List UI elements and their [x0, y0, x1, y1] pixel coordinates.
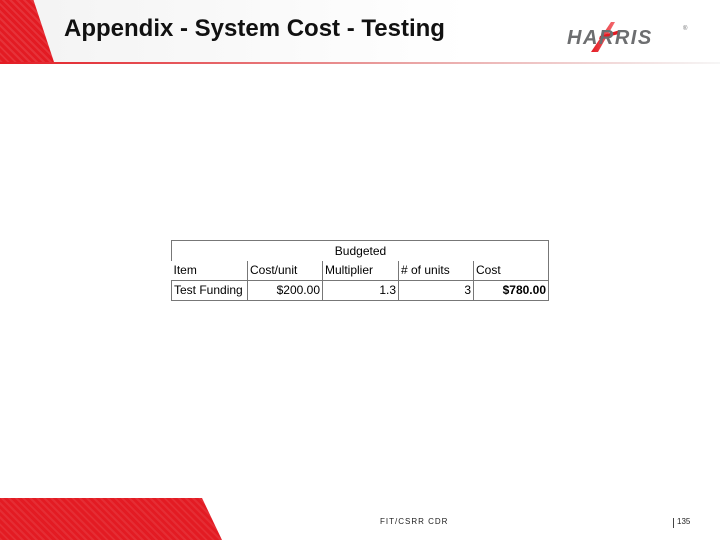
logo-registered-mark: ® [683, 26, 688, 32]
header-divider [0, 62, 720, 64]
header-cost: Cost [474, 261, 549, 281]
logo-wordmark: HARRIS [567, 27, 653, 49]
table-header-row-top [172, 241, 549, 262]
table-row [172, 281, 549, 301]
cell-units: 3 [399, 281, 474, 301]
budgeted-header-label: Budgeted [323, 241, 399, 262]
footer-separator [673, 518, 674, 528]
header-units: # of units [399, 261, 474, 281]
header-cost-per-unit: Cost/unit [248, 261, 323, 281]
header-item: Item [172, 261, 248, 281]
cell-item: Test Funding [172, 281, 248, 301]
slide-title: Appendix - System Cost - Testing [64, 15, 445, 42]
footer-program-label: FIT/CSRR CDR [380, 517, 449, 526]
harris-logo [565, 18, 690, 54]
cost-table [171, 240, 549, 301]
header-multiplier: Multiplier [323, 261, 399, 281]
cell-multiplier: 1.3 [323, 281, 399, 301]
cell-cost: $780.00 [474, 281, 549, 301]
cell-cost-per-unit: $200.00 [248, 281, 323, 301]
table-header-row [172, 261, 549, 281]
footer-stripe-texture [0, 498, 222, 540]
page-number: 135 [677, 517, 691, 526]
